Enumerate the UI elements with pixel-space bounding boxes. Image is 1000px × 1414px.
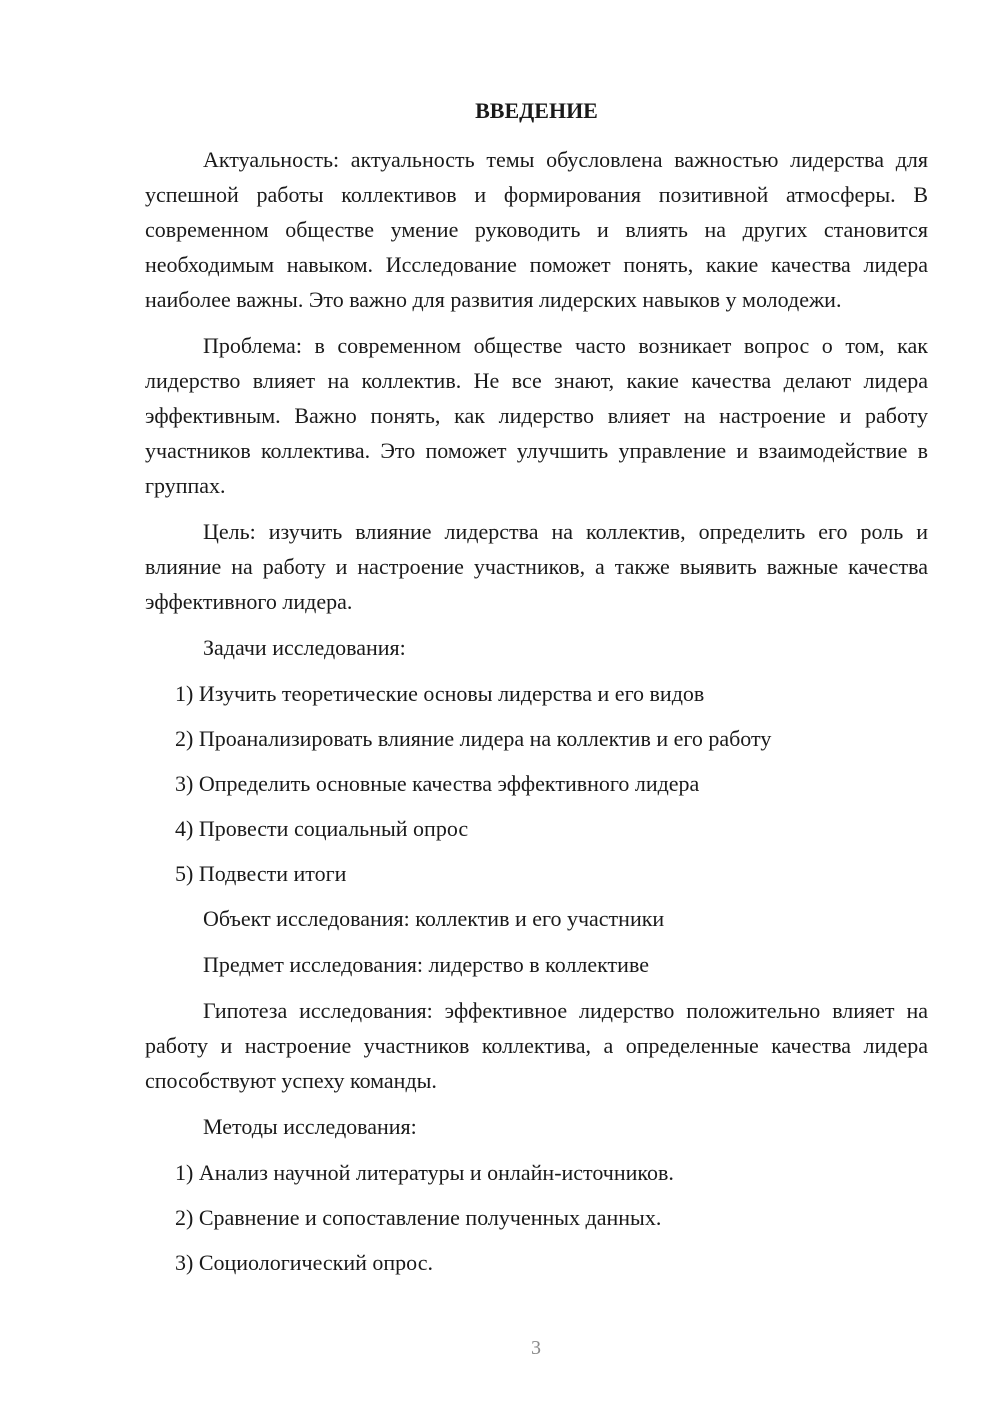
task-item: 1) Изучить теоретические основы лидерства и его видов [175, 681, 705, 706]
section-heading: ВВЕДЕНИЕ [475, 98, 598, 123]
object-paragraph: Объект исследования: коллектив и его участники [203, 906, 665, 931]
problem-paragraph: Проблема: в современном обществе часто возникает вопрос о том, как лидерство влияет на коллектив. Не все знают, какие качества делают лидера эффективным. Важно понять, как лидерство влияет на настроение и работу участников коллектива. Это поможет улучшить управление и взаимодействие в группах. [145, 333, 928, 498]
task-item: 3) Определить основные качества эффективного лидера [175, 771, 700, 796]
task-item: 2) Проанализировать влияние лидера на коллектив и его работу [175, 726, 772, 751]
task-item: 5) Подвести итоги [175, 861, 347, 886]
method-item: 2) Сравнение и сопоставление полученных данных. [175, 1205, 662, 1230]
subject-paragraph: Предмет исследования: лидерство в коллективе [203, 952, 649, 977]
hypothesis-paragraph: Гипотеза исследования: эффективное лидерство положительно влияет на работу и настроение участников коллектива, а определенные качества лидера способствуют успеху команды. [145, 998, 928, 1093]
goal-paragraph: Цель: изучить влияние лидерства на коллектив, определить его роль и влияние на работу и настроение участников, а также выявить важные качества эффективного лидера. [145, 519, 928, 614]
methods-title: Методы исследования: [203, 1114, 417, 1139]
page-number: 3 [531, 1337, 541, 1359]
tasks-title: Задачи исследования: [203, 635, 406, 660]
method-item: 1) Анализ научной литературы и онлайн-источников. [175, 1160, 674, 1185]
relevance-paragraph: Актуальность: актуальность темы обусловлена важностью лидерства для успешной работы коллективов и формирования позитивной атмосферы. В современном обществе умение руководить и влиять на других становится необходимым навыком. Исследование поможет понять, какие качества лидера наиболее важны. Это важно для развития лидерских навыков у молодежи. [145, 147, 928, 312]
task-item: 4) Провести социальный опрос [175, 816, 469, 841]
page-content [145, 96, 928, 1290]
method-item: 3) Социологический опрос. [175, 1250, 433, 1275]
